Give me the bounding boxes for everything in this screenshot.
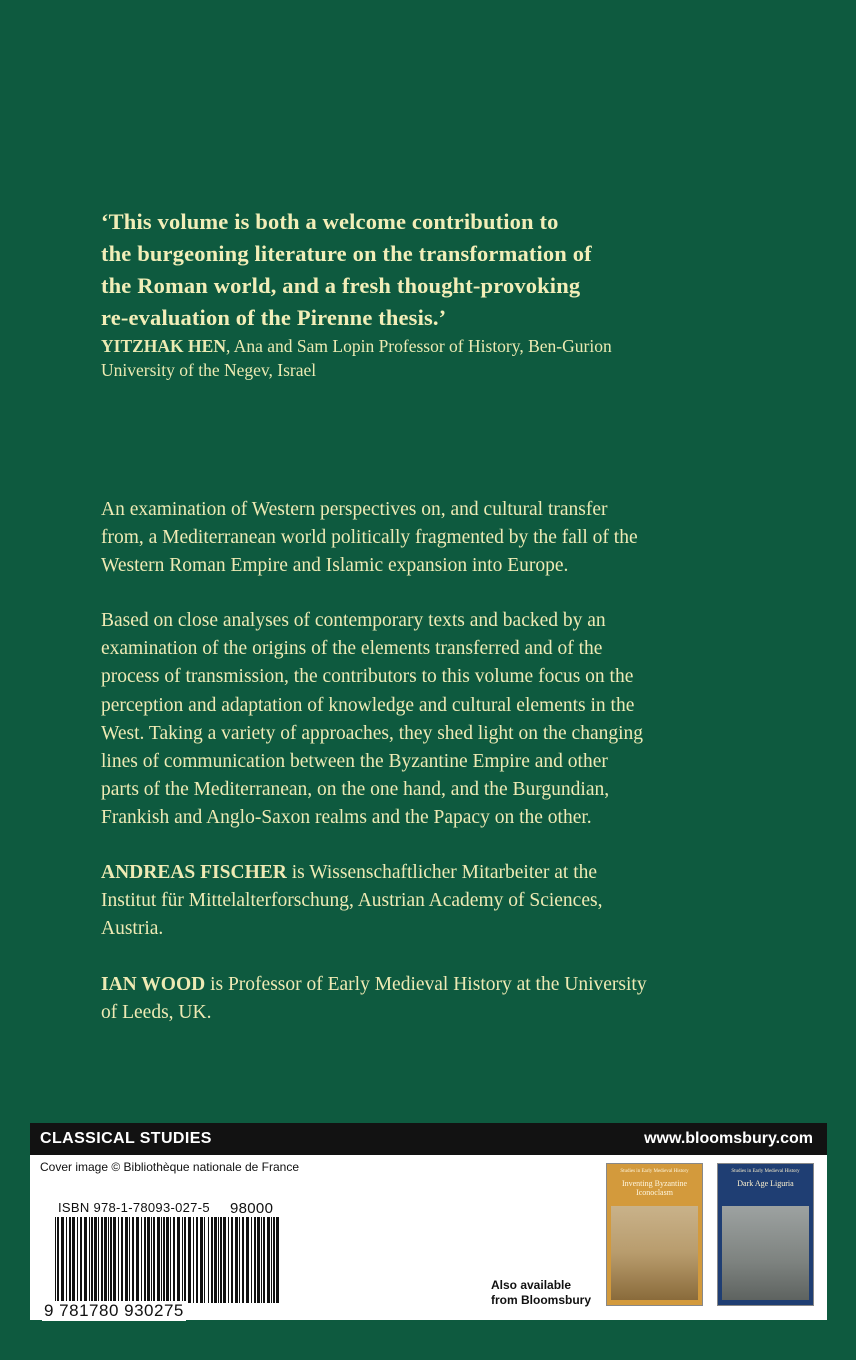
barcode-panel	[30, 1155, 827, 1320]
category-band	[30, 1123, 827, 1155]
text-line: perception and adaptation of knowledge and cultural elements in the	[101, 694, 635, 716]
author-role: is Wissenschaftlicher Mitarbeiter at the	[286, 862, 598, 883]
text-line	[101, 971, 767, 999]
text-line: Frankish and Anglo-Saxon realms and the Papacy on the other.	[101, 807, 592, 829]
book-title: Dark Age Liguria	[737, 1179, 794, 1188]
text-line: process of transmission, the contributors to this volume focus on the	[101, 666, 634, 688]
description-paragraph	[101, 607, 767, 833]
text-line: Western Roman Empire and Islamic expansion into Europe.	[101, 555, 569, 577]
book-title: Inventing Byzantine Iconoclasm	[621, 1179, 688, 1197]
attribution-line	[101, 334, 721, 358]
description-paragraph	[101, 496, 767, 581]
text-line: lines of communication between the Byzantine Empire and other	[101, 751, 608, 773]
isbn-barcode	[55, 1217, 207, 1303]
book-series: Studies in Early Medieval History	[620, 1169, 689, 1174]
addon-barcode	[208, 1217, 280, 1303]
author-role: is Professor of Early Medieval History at the University	[205, 974, 647, 995]
quote-line: the Roman world, and a fresh thought-provoking	[101, 273, 581, 298]
quote-line: re-evaluation of the Pirenne thesis.’	[101, 305, 447, 330]
text-line: Based on close analyses of contemporary texts and backed by an	[101, 610, 606, 631]
price-addon-number: 98000	[230, 1200, 274, 1217]
text-line: An examination of Western perspectives on, and cultural transfer	[101, 499, 608, 520]
quote-line: ‘This volume is both a welcome contribution to	[101, 209, 559, 234]
text-line: Also available	[491, 1278, 572, 1292]
author-name: IAN WOOD	[101, 974, 206, 995]
book-cover-image	[722, 1206, 809, 1300]
endorser-title: , Ana and Sam Lopin Professor of History, Ben-Gurion	[225, 336, 612, 356]
quote-line: the burgeoning literature on the transformation of	[101, 241, 592, 266]
also-available-label	[491, 1278, 591, 1308]
endorser-affiliation: University of the Negev, Israel	[101, 360, 317, 380]
isbn-label: ISBN 978-1-78093-027-5	[58, 1200, 210, 1215]
author-name: ANDREAS FISCHER	[101, 862, 287, 883]
related-book-cover[interactable]	[718, 1164, 813, 1305]
text-line: Austria.	[101, 918, 164, 940]
subject-category: CLASSICAL STUDIES	[40, 1130, 212, 1147]
book-cover-image	[611, 1206, 698, 1300]
text-line: West. Taking a variety of approaches, they shed light on the changing	[101, 722, 644, 744]
publisher-website[interactable]: www.bloomsbury.com	[644, 1130, 813, 1147]
author-bio	[101, 971, 767, 1027]
text-line: of Leeds, UK.	[101, 1002, 212, 1024]
endorsement-quote	[101, 206, 721, 334]
text-line: from, a Mediterranean world politically fragmented by the fall of the	[101, 527, 638, 549]
text-line: from Bloomsbury	[491, 1293, 592, 1307]
author-bio	[101, 859, 767, 944]
text-line	[101, 859, 767, 887]
book-series: Studies in Early Medieval History	[731, 1169, 800, 1174]
text-line: parts of the Mediterranean, on the one hand, and the Burgundian,	[101, 779, 610, 801]
text-line: examination of the origins of the elements transferred and of the	[101, 638, 603, 660]
cover-credit: Cover image © Bibliothèque nationale de France	[40, 1160, 299, 1174]
text-line: Institut für Mittelalterforschung, Austrian Academy of Sciences,	[101, 890, 603, 912]
quote-attribution	[101, 334, 721, 382]
endorser-name: YITZHAK HEN	[101, 336, 226, 356]
isbn-digits: 9 781780 930275	[44, 1301, 184, 1320]
related-book-cover[interactable]	[607, 1164, 702, 1305]
